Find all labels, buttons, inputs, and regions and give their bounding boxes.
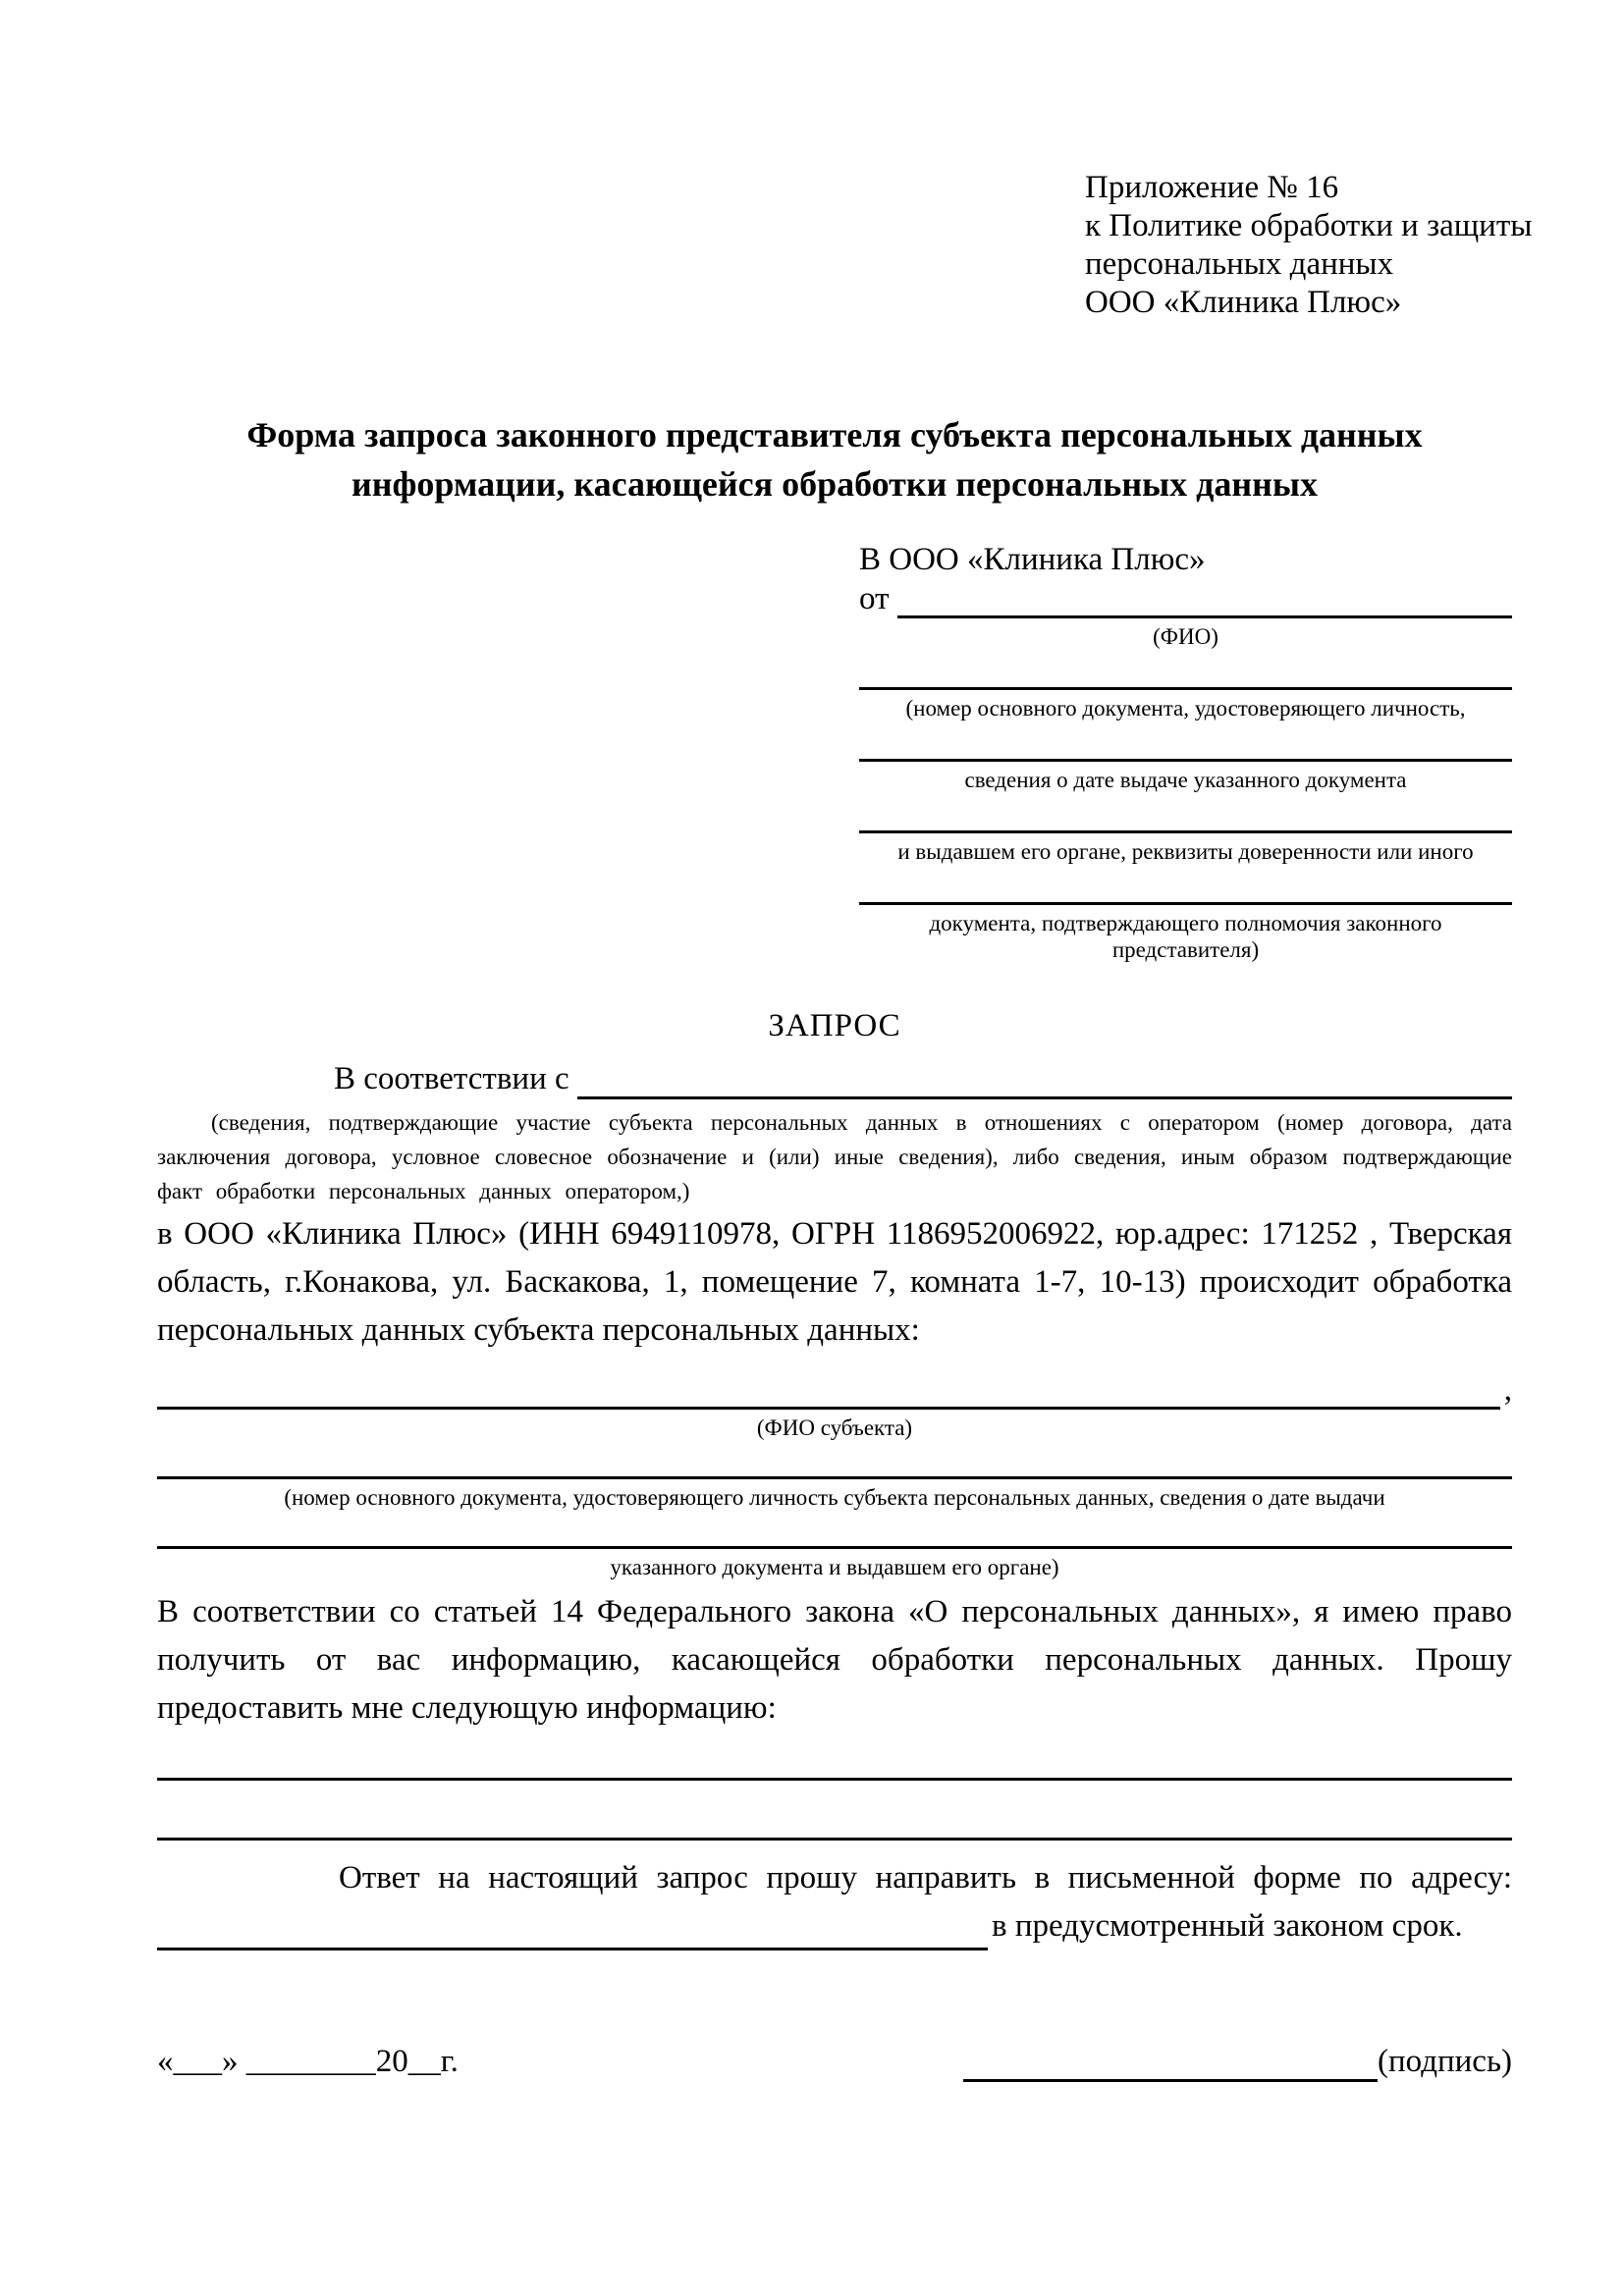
caption-fio: (ФИО) <box>1153 624 1218 649</box>
rep-doc-line-3 <box>859 830 1512 833</box>
caption-rep-doc-4: документа, подтверждающего полномочия законного представителя) <box>929 911 1442 962</box>
operator-paragraph: в ООО «Клиника Плюс» (ИНН 6949110978, ОГРН 1186952006922, юр.адрес: 171252 , Тверская область, г.Конакова, ул. Баскакова, 1, помещение 7, комната 1-7, 10-13) происходит обработка персональных данных субъекта персональных данных: <box>157 1216 1512 1348</box>
caption-rep-doc-2: сведения о дате выдаче указанного документа <box>964 768 1407 792</box>
form-title-line-2: информации, касающейся обработки персональных данных <box>352 464 1318 504</box>
rep-doc-line-2 <box>859 759 1512 762</box>
reply-suffix-text: в предусмотренный законом срок. <box>992 1908 1463 1944</box>
subject-fio-line <box>157 1370 1500 1410</box>
caption-rep-doc-1: (номер основного документа, удостоверяющего личность, <box>905 696 1466 721</box>
from-label: от <box>859 581 890 616</box>
subject-doc-line-2 <box>157 1546 1512 1549</box>
reply-paragraph: Ответ на настоящий запрос прошу направить в письменной форме по адресу: <box>339 1860 1512 1896</box>
caption-subject-doc-1: (номер основного документа, удостоверяющего личность субъекта персональных данных, сведения о дате выдачи <box>284 1485 1385 1510</box>
caption-rep-doc-3: и выдавшем его органе, реквизиты доверенности или иного <box>897 839 1474 864</box>
form-title-line-1: Форма запроса законного представителя субъекта персональных данных <box>246 415 1423 454</box>
basis-note: (сведения, подтверждающие участие субъекта персональных данных в отношениях с оператором (номер договора, дата заключения договора, условное словесное обозначение и (или) иные сведения), либо сведения, иным образом подтверждающие факт обработки персональных данных оператором,) <box>157 1110 1512 1203</box>
law-paragraph: В соответствии со статьей 14 Федерального закона «О персональных данных», я имею право получить от вас информацию, касающейся обработки персональных данных. Прошу предоставить мне следующую информацию: <box>157 1594 1512 1726</box>
appendix-line-4: ООО «Клиника Плюс» <box>1085 285 1402 320</box>
caption-subject-fio: (ФИО субъекта) <box>756 1415 913 1440</box>
rep-doc-line-4 <box>859 902 1512 905</box>
addressee-block <box>859 540 1512 963</box>
caption-subject-doc-2: указанного документа и выдавшем его органе) <box>610 1555 1059 1579</box>
reply-address-line <box>157 1902 988 1950</box>
request-heading: ЗАПРОС <box>768 1008 901 1043</box>
subject-doc-line-1 <box>157 1476 1512 1479</box>
fio-input-line <box>897 579 1513 618</box>
form-title <box>157 410 1512 508</box>
from-row <box>859 579 1512 618</box>
appendix-line-3: персональных данных <box>1085 246 1394 282</box>
appendix-block <box>1085 169 1533 322</box>
signature-block <box>963 2041 1512 2082</box>
subject-fio-row <box>157 1370 1512 1410</box>
basis-row <box>157 1058 1512 1099</box>
document-content <box>157 0 1533 2082</box>
basis-input-line <box>577 1058 1512 1099</box>
appendix-line-1: Приложение № 16 <box>1085 170 1339 205</box>
info-blank-line-1 <box>157 1778 1512 1781</box>
addressee-to: В ООО «Клиника Плюс» <box>859 542 1206 577</box>
footer-row <box>157 2041 1512 2082</box>
info-blank-line-2 <box>157 1838 1512 1841</box>
basis-lead-text: В соответствии с <box>334 1061 569 1096</box>
appendix-line-2: к Политике обработки и защиты <box>1085 208 1533 243</box>
date-line-text: «___» ________20__г. <box>157 2044 459 2079</box>
signature-caption: (подпись) <box>1378 2044 1512 2079</box>
subject-fio-comma: , <box>1503 1372 1512 1408</box>
rep-doc-line-1 <box>859 687 1512 690</box>
reply-address-row <box>157 1902 1512 1950</box>
signature-line <box>963 2041 1378 2082</box>
